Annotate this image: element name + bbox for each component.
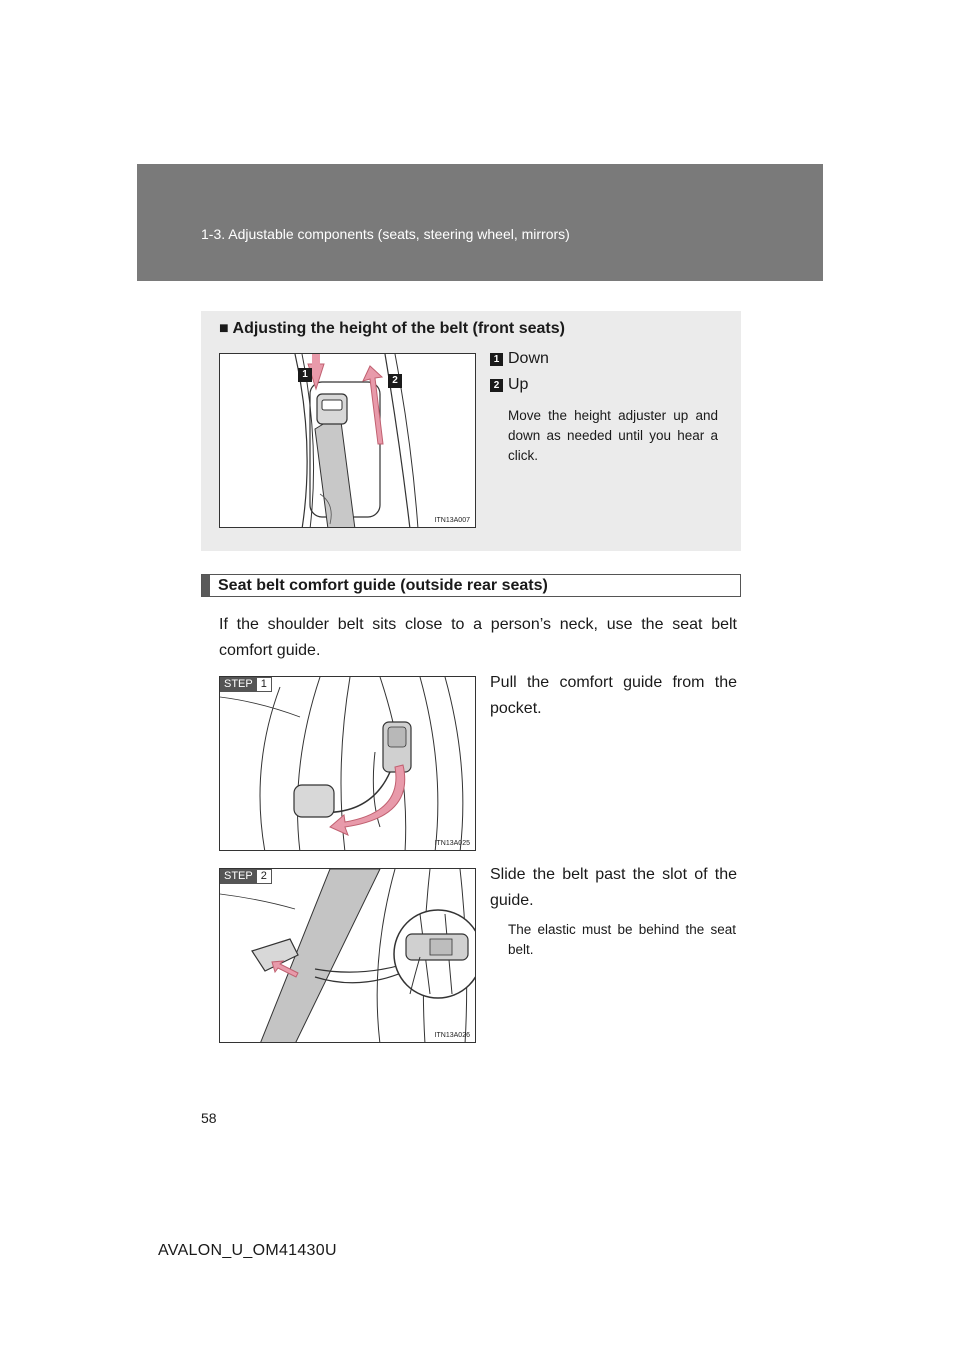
step-1-text: Pull the comfort guide from the pocket. — [490, 674, 737, 717]
step-number: 1 — [257, 677, 272, 692]
step-2-illustration — [219, 868, 476, 1043]
section-heading — [201, 574, 741, 597]
figure-code: ITN13A025 — [434, 840, 470, 847]
chapter-title: 1-3. Adjustable components (seats, steering wheel, mirrors) — [201, 226, 570, 242]
legend-number-badge: 2 — [490, 379, 503, 392]
chapter-header — [137, 164, 823, 281]
panel-title: ■ Adjusting the height of the belt (front seats) — [219, 320, 565, 337]
legend-label: Down — [508, 350, 549, 367]
callout-1-badge: 1 — [298, 368, 312, 382]
callout-2-badge: 2 — [388, 374, 402, 388]
step-label: STEP — [220, 869, 257, 884]
panel-note: Move the height adjuster up and down as needed until you hear a click. — [508, 408, 718, 463]
figure-code: ITN13A007 — [434, 517, 470, 524]
step-2-note: The elastic must be behind the seat belt. — [508, 922, 736, 957]
section-title: Seat belt comfort guide (outside rear seats) — [218, 577, 548, 594]
figure-code: ITN13A026 — [434, 1032, 470, 1039]
step-1-illustration — [219, 676, 476, 851]
section-intro: If the shoulder belt sits close to a person’s neck, use the seat belt comfort guide. — [219, 616, 737, 659]
belt-slot-drawing — [220, 869, 476, 1043]
page-number: 58 — [201, 1110, 217, 1126]
height-adjuster-drawing — [220, 354, 476, 528]
section-accent — [202, 575, 210, 596]
step-2-badge — [220, 869, 272, 884]
legend-item-up — [490, 376, 528, 394]
document-code: AVALON_U_OM41430U — [158, 1242, 337, 1259]
legend-label: Up — [508, 376, 529, 393]
height-adjuster-illustration — [219, 353, 476, 528]
comfort-guide-pocket-drawing — [220, 677, 476, 851]
legend-item-down — [490, 350, 549, 368]
step-label: STEP — [220, 677, 257, 692]
step-number: 2 — [257, 869, 272, 884]
legend-number-badge: 1 — [490, 353, 503, 366]
step-2-text: Slide the belt past the slot of the guide. — [490, 866, 737, 909]
step-1-badge — [220, 677, 272, 692]
